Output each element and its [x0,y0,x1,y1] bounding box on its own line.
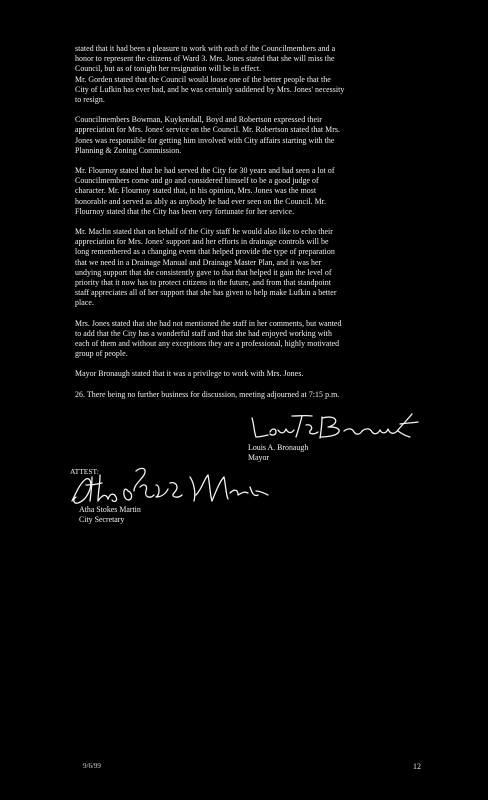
text-line: Flournoy stated that the City has been very fortunate for her service. [75,206,295,216]
text-line: appreciation for Mrs. Jones' service on the Council. Mr. Robertson stated that Mrs. [75,125,341,135]
text-line: stated that it had been a pleasure to work with each of the Councilmembers and a [75,44,336,53]
text-line: priority that it now has to protect citizens in the future, and from that standpoint [75,278,331,288]
text-line: character. Mr. Flournoy stated that, in his opinion, Mrs. Jones was the most [75,186,317,196]
text-line: staff appreciates all of her support that she has given to help make Lufkin a better [75,288,337,298]
text-line: Mr. Flournoy stated that he had served the City for 30 years and had seen a lot of [75,166,335,176]
text-line: Planning & Zoning Commission. [75,145,182,155]
text-line: group of people. [75,349,128,359]
text-line: Councilmembers come and go and considered himself to be a good judge of [75,176,319,186]
text-line: honor to represent the citizens of Ward 3. Mrs. Jones stated that she will miss the [75,54,335,64]
signer-title: Mayor [248,453,270,462]
paragraph-jones-staff [75,319,420,360]
paragraph-mayor [75,369,420,379]
paragraph-jones-farewell [75,44,420,105]
mayor-signature-icon [248,410,428,444]
text-line: Mr. Gorden stated that the Council would loose one of the better people that the [75,74,331,84]
paragraph-councilmembers-appreciation [75,115,420,156]
text-line: honorable and served as ably as anybody he had ever seen on the Council. Mr. [75,196,326,206]
text-line: to resign. [75,95,105,105]
signer-name: Louis A. Bronaugh [248,443,309,452]
text-line: Mrs. Jones stated that she had not mentioned the staff in her comments, but wanted [75,318,342,328]
mayor-signature-block [248,410,428,470]
footer-date: 9/6/99 [83,762,101,770]
text-line: undying support that she consistently gave to that that helped it gain the level of [75,267,332,277]
paragraph-adjournment [75,390,420,400]
text-line: Mr. Maclin stated that on behalf of the City staff he would also like to echo their [75,227,333,237]
text-line: place. [75,298,94,308]
page-number: 12 [413,762,421,771]
text-line: 26. There being no further business for discussion, meeting adjourned at 7:15 p.m. [75,389,340,399]
paragraph-maclin [75,227,420,309]
minutes-body [75,44,420,410]
text-line: Mayor Bronaugh stated that it was a privilege to work with Mrs. Jones. [75,369,304,379]
secretary-name: Atha Stokes Martin [79,505,141,514]
secretary-title: City Secretary [79,515,125,524]
attest-block [70,465,270,535]
text-line: Council, but as of tonight her resignation will be in effect. [75,64,262,74]
text-line: Jones was responsible for getting him involved with City affairs starting with the [75,135,335,145]
text-line: that we need in a Drainage Manual and Drainage Master Plan, and it was her [75,257,322,267]
text-line: City of Lufkin has ever had, and he was certainly saddened by Mrs. Jones' necessity [75,84,345,94]
paragraph-flournoy [75,166,420,217]
text-line: long remembered as a changing event that helped provide the type of preparation [75,247,335,257]
text-line: Councilmembers Bowman, Kuykendall, Boyd and Robertson expressed their [75,115,322,125]
text-line: appreciation for Mrs. Jones' support and her efforts in drainage controls will be [75,237,329,247]
attest-label: ATTEST: [70,467,99,476]
text-line: to add that the City has a wonderful staff and that she had enjoyed working with [75,328,332,338]
text-line: each of them and without any exceptions they are a professional, highly motivated [75,339,340,349]
secretary-signature-icon [70,465,270,507]
